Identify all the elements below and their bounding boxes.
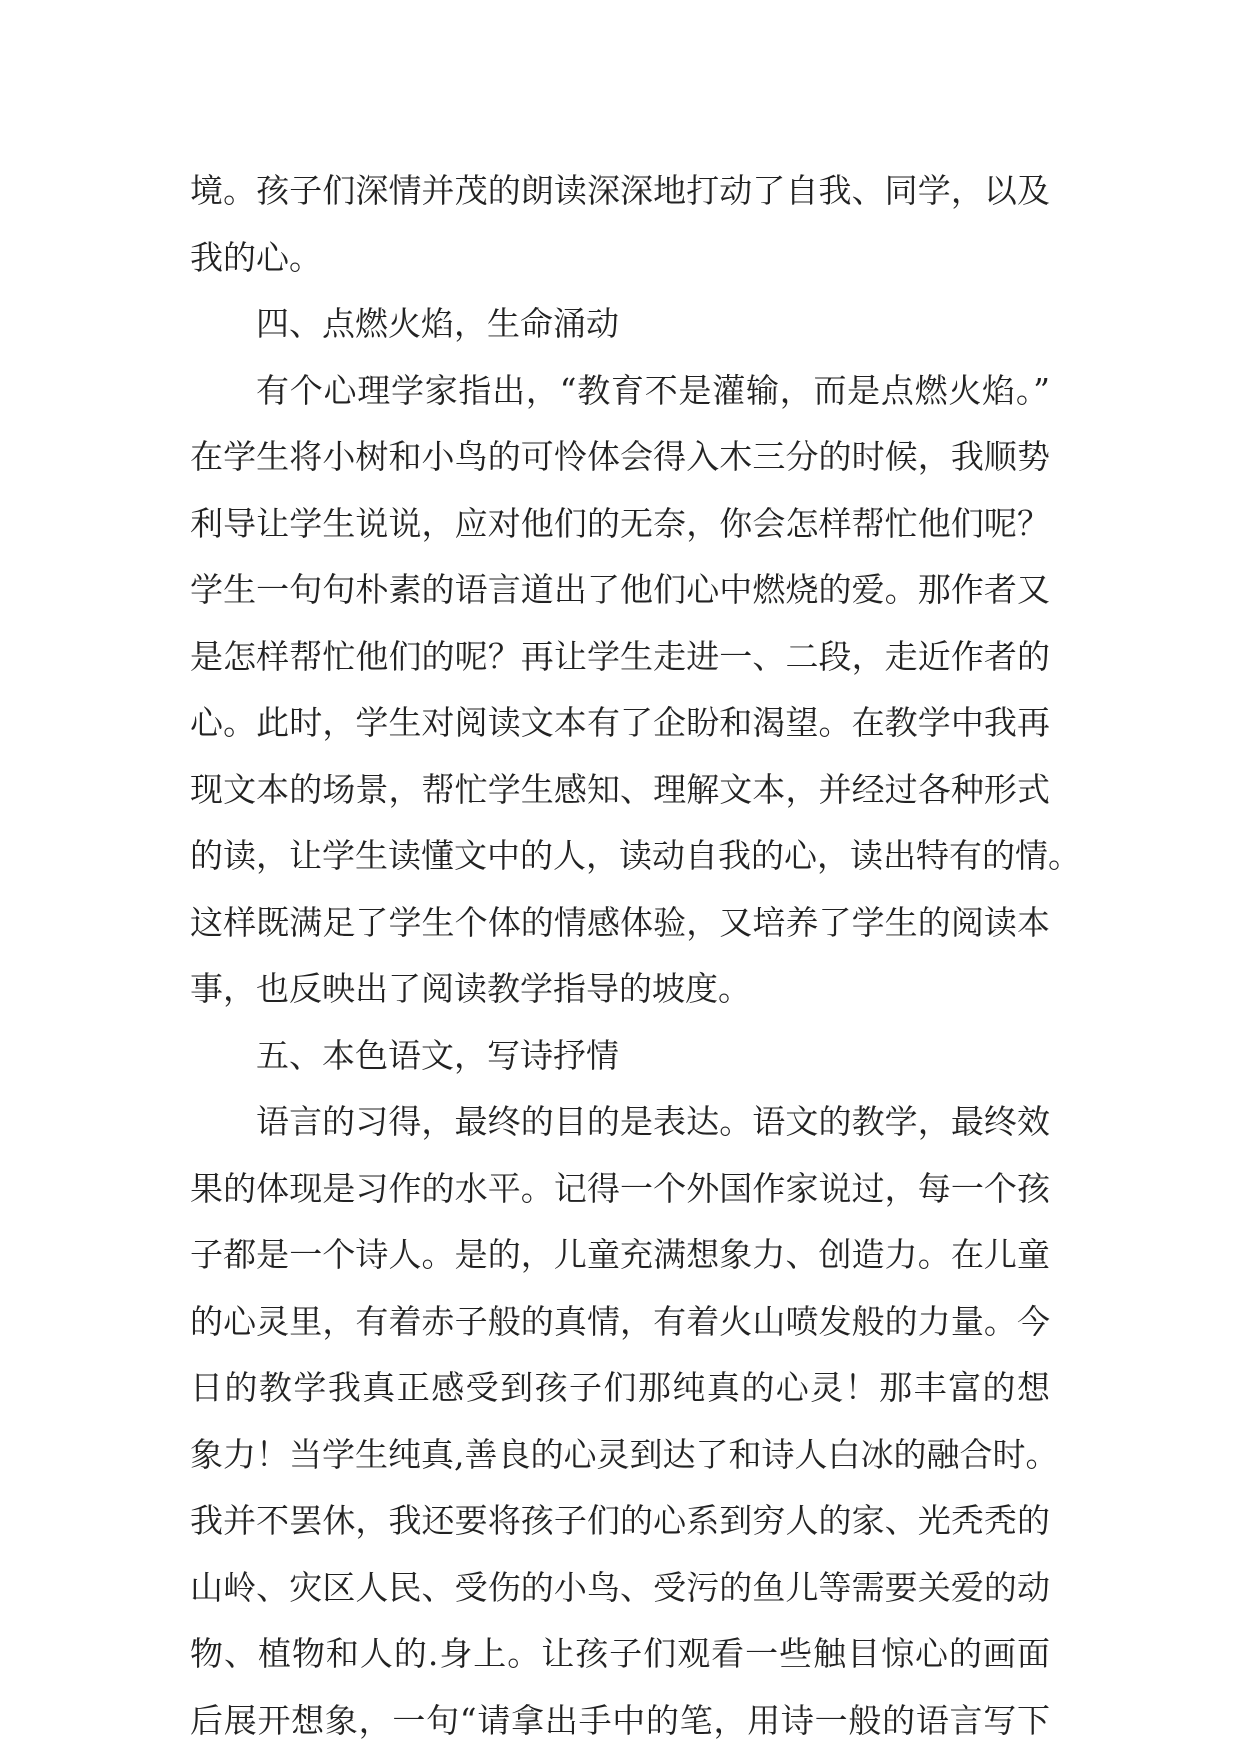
text-line: 我的心。 bbox=[190, 237, 322, 277]
text-line: 象力！当学生纯真,善良的心灵到达了和诗人白冰的融合时。 bbox=[190, 1434, 1059, 1474]
text-line: 后展开想象，一句“请拿出手中的笔，用诗一般的语言写下 bbox=[190, 1700, 1050, 1740]
text-line: 的心灵里，有着赤子般的真情，有着火山喷发般的力量。今 bbox=[190, 1301, 1050, 1341]
document-body bbox=[190, 158, 1081, 1754]
text-line: 事，也反映出了阅读教学指导的坡度。 bbox=[190, 969, 751, 1008]
section-heading: 四、点燃火焰，生命涌动 bbox=[256, 304, 619, 343]
text-line: 日的教学我真正感受到孩子们那纯真的心灵！那丰富的想 bbox=[190, 1368, 1050, 1407]
text-line: 利导让学生说说，应对他们的无奈，你会怎样帮忙他们呢？ bbox=[190, 503, 1050, 543]
text-line: 语言的习得，最终的目的是表达。语文的教学，最终效 bbox=[256, 1102, 1050, 1141]
text-line: 有个心理学家指出，“教育不是灌输，而是点燃火焰。” bbox=[256, 370, 1050, 410]
text-line: 果的体现是习作的水平。记得一个外国作家说过，每一个孩 bbox=[190, 1168, 1050, 1208]
text-line: 子都是一个诗人。是的，儿童充满想象力、创造力。在儿童 bbox=[190, 1235, 1050, 1274]
text-line: 山岭、灾区人民、受伤的小鸟、受污的鱼儿等需要关爱的动 bbox=[190, 1567, 1050, 1607]
text-line: 在学生将小树和小鸟的可怜体会得入木三分的时候，我顺势 bbox=[190, 437, 1050, 476]
text-line: 物、植物和人的.身上。让孩子们观看一些触目惊心的画面 bbox=[190, 1634, 1050, 1673]
text-line: 心。此时，学生对阅读文本有了企盼和渴望。在教学中我再 bbox=[190, 703, 1050, 742]
text-line: 现文本的场景，帮忙学生感知、理解文本，并经过各种形式 bbox=[190, 769, 1050, 809]
text-line: 这样既满足了学生个体的情感体验，又培养了学生的阅读本 bbox=[190, 902, 1050, 942]
text-line: 是怎样帮忙他们的呢？再让学生走进一、二段，走近作者的 bbox=[190, 636, 1050, 676]
text-line: 学生一句句朴素的语言道出了他们心中燃烧的爱。那作者又 bbox=[190, 570, 1050, 609]
text-line: 我并不罢休，我还要将孩子们的心系到穷人的家、光秃秃的 bbox=[190, 1501, 1050, 1540]
text-line: 境。孩子们深情并茂的朗读深深地打动了自我、同学，以及 bbox=[190, 171, 1050, 210]
section-heading: 五、本色语文，写诗抒情 bbox=[256, 1035, 619, 1075]
text-line: 的读，让学生读懂文中的人，读动自我的心，读出特有的情。 bbox=[190, 836, 1081, 875]
